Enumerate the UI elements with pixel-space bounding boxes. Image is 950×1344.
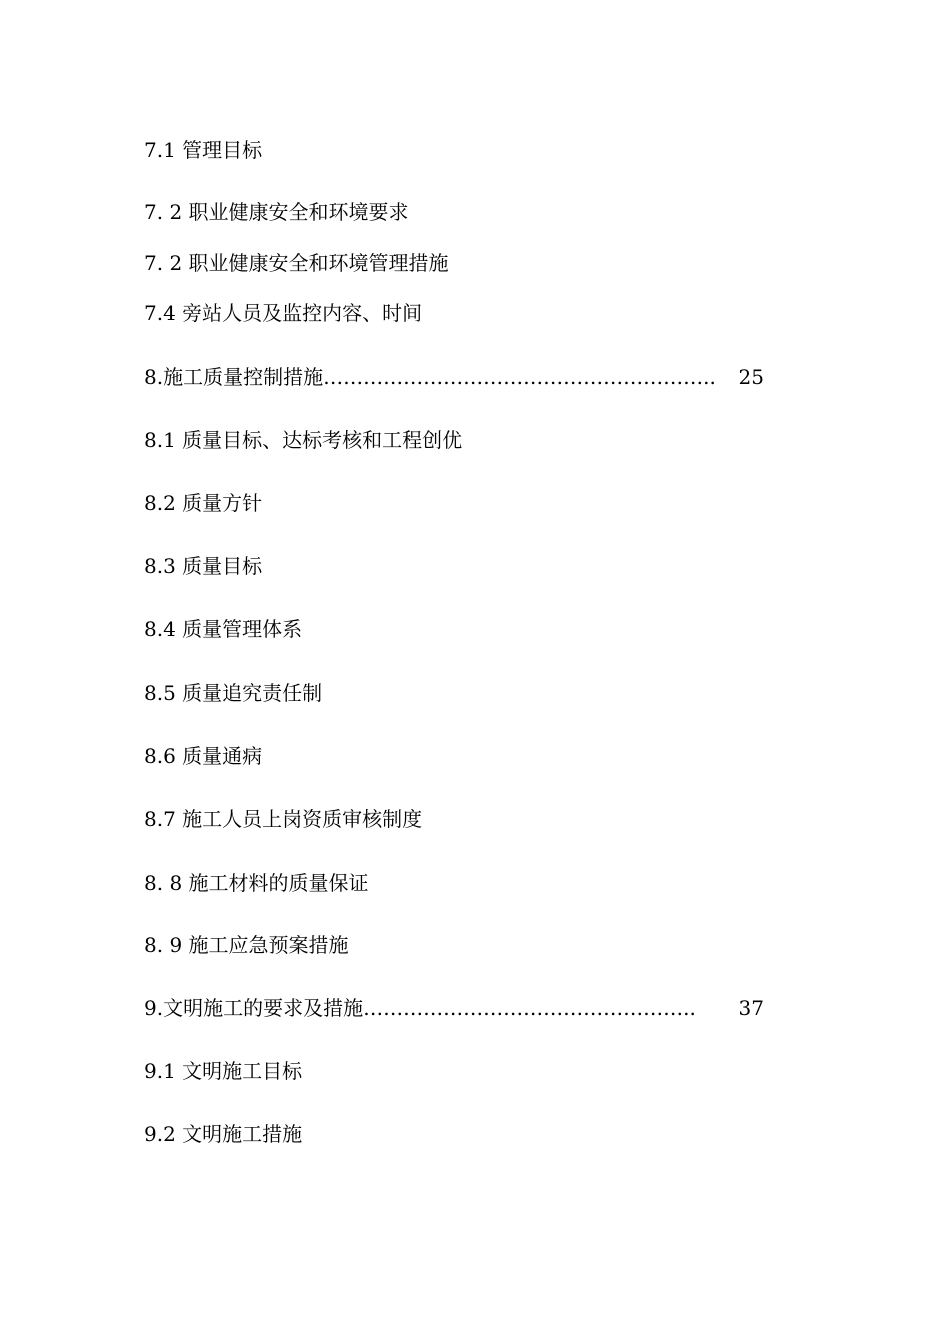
toc-entry [144, 250, 764, 276]
toc-entry [144, 870, 764, 896]
toc-entry [144, 300, 764, 326]
toc-entry-text: 8.1 质量目标、达标考核和工程创优 [144, 428, 463, 452]
toc-entry-text: 8.5 质量追究责任制 [144, 681, 323, 705]
toc-entry [144, 1121, 764, 1147]
toc-entry-text: 8.3 质量目标 [144, 554, 263, 578]
toc-entry-text: 7. 2 职业健康安全和环境管理措施 [144, 251, 449, 275]
toc-entry-text: 7.1 管理目标 [144, 138, 263, 162]
toc-entry [144, 806, 764, 832]
toc-entry [144, 680, 764, 706]
toc-entry [144, 1058, 764, 1084]
toc-entry-text: 8.施工质量控制措施 [144, 365, 324, 389]
toc-entry [144, 553, 764, 579]
toc-entry [144, 199, 764, 225]
toc-entry-text: 8.7 施工人员上岗资质审核制度 [144, 807, 423, 831]
toc-dot-leader: ………………………………………………….. [323, 365, 716, 389]
toc-dot-leader: ………………………………………….. [363, 996, 696, 1020]
toc-entry-text: 7. 2 职业健康安全和环境要求 [144, 200, 409, 224]
toc-entry-text: 8. 8 施工材料的质量保证 [144, 871, 369, 895]
toc-entry-text: 8.4 质量管理体系 [144, 617, 303, 641]
toc-entry [144, 490, 764, 516]
toc-entry [144, 616, 764, 642]
toc-entry-chapter [144, 364, 764, 390]
toc-entry-text: 9.文明施工的要求及措施 [144, 996, 364, 1020]
toc-entry [144, 932, 764, 958]
toc-entry [144, 427, 764, 453]
toc-page-number: 37 [738, 996, 764, 1020]
toc-page-number: 25 [738, 365, 764, 389]
toc-entry-text: 8.2 质量方针 [144, 491, 263, 515]
toc-entry [144, 137, 764, 163]
toc-entry [144, 743, 764, 769]
toc-entry-text: 9.2 文明施工措施 [144, 1122, 303, 1146]
toc-entry-text: 7.4 旁站人员及监控内容、时间 [144, 301, 423, 325]
toc-entry-text: 8. 9 施工应急预案措施 [144, 933, 349, 957]
toc-entry-text: 9.1 文明施工目标 [144, 1059, 303, 1083]
toc-entry-text: 8.6 质量通病 [144, 744, 263, 768]
toc-entry-chapter [144, 995, 764, 1021]
